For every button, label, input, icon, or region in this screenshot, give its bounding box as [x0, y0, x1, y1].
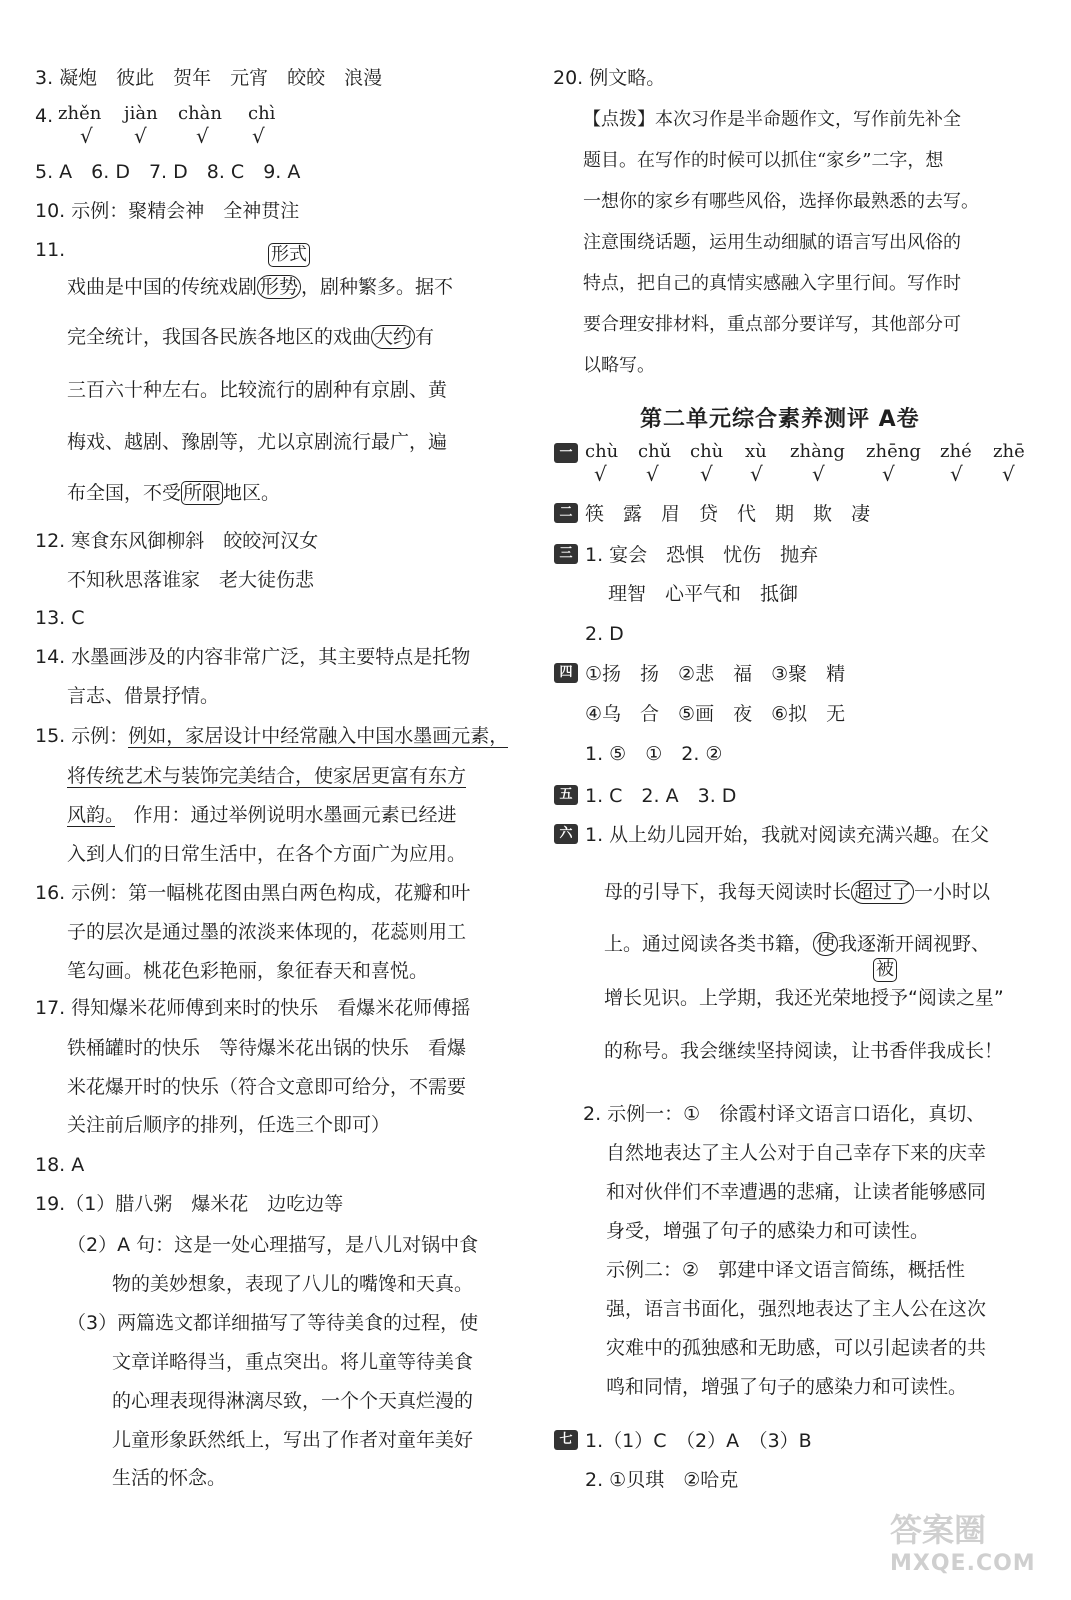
check-mark: √: [252, 124, 265, 148]
answer-16-line-2: 子的层次是通过墨的浓淡来体现的，花蕊则用工: [67, 921, 467, 943]
tip-line: 特点，把自己的真情实感融入字里行间。写作时: [583, 273, 961, 294]
check-mark: √: [950, 462, 963, 486]
section-6-1-line-5: 的称号。我会继续坚持阅读，让书香伴我成长！: [604, 1040, 1004, 1062]
answer-4-number: 4.: [35, 105, 54, 127]
answer-17-line-2: 铁桶罐时的快乐 等待爆米花出锅的快乐 看爆: [67, 1037, 467, 1059]
correction-insert: 形式: [268, 243, 310, 267]
answer-11-line: 梅戏、越剧、豫剧等，尤以京剧流行最广，遍: [67, 431, 448, 453]
answer-15-line-2: 将传统艺术与装饰完美结合，使家居更富有东方: [67, 765, 467, 787]
section-6-2-line: 2. 示例一：① 徐霞村译文语言口语化，真切、: [583, 1103, 986, 1125]
section-4-line-3: 1. ⑤ ① 2. ②: [585, 743, 723, 765]
section-6-2-line: 和对伙伴们不幸遭遇的悲痛，让读者能够感同: [606, 1181, 987, 1203]
answer-15-line-3: 风韵。 作用：通过举例说明水墨画元素已经进: [67, 804, 457, 826]
pinyin: zhēng: [866, 441, 921, 462]
section-6-icon: 六: [553, 823, 579, 845]
correction-insert: 被: [873, 958, 897, 982]
pinyin: zhé: [940, 441, 972, 462]
section-2-answer: 筷 露 眉 贷 代 期 欺 凄: [585, 503, 871, 525]
marked-word: 所限: [183, 482, 222, 504]
check-mark: √: [700, 462, 713, 486]
tip-line: 【点拨】本次习作是半命题作文，写作前先补全: [583, 109, 961, 130]
pinyin: zhē: [993, 441, 1025, 462]
answer-3: 3. 凝炮 彼此 贺年 元宵 皎皎 浪漫: [35, 67, 383, 89]
section-4-line-1: ①扬 扬 ②悲 福 ③聚 精: [585, 663, 846, 685]
answer-20: 20. 例文略。: [553, 67, 666, 89]
check-mark: √: [1002, 462, 1015, 486]
check-mark: √: [812, 462, 825, 486]
marked-word: 大约: [371, 325, 415, 349]
section-4-line-2: ④乌 合 ⑤画 夜 ⑥拟 无: [585, 703, 846, 725]
answer-4-pinyin-2: jiàn: [124, 103, 158, 124]
check-mark: √: [882, 462, 895, 486]
section-3-line-3: 2. D: [585, 623, 624, 645]
answer-4-pinyin-4: chì: [248, 103, 276, 124]
check-mark: √: [594, 462, 607, 486]
answer-4-pinyin-3: chàn: [178, 103, 222, 124]
answer-11-line: 完全统计，我国各民族各地区的戏曲 大约 有: [67, 326, 435, 348]
answer-10: 10. 示例：聚精会神 全神贯注: [35, 200, 300, 222]
check-mark: √: [646, 462, 659, 486]
tip-line: 一想你的家乡有哪些风俗，选择你最熟悉的去写。: [583, 191, 979, 212]
section-6-2-line: 示例二：② 郭建中译文语言简练，概括性: [606, 1259, 966, 1281]
answer-11-line: 戏曲是中国的传统戏剧 形势 ，剧种繁多。据不: [67, 276, 454, 298]
answer-15-line-4: 入到人们的日常生活中，在各个方面广为应用。: [67, 843, 467, 865]
answer-19-2-line-1: （2）A 句：这是一处心理描写，是八儿对锅中食: [67, 1234, 479, 1256]
check-mark: √: [134, 124, 147, 148]
pinyin: xù: [745, 441, 767, 462]
section-6-2-line: 自然地表达了主人公对于自己幸存下来的庆幸: [606, 1142, 987, 1164]
section-7-icon: 七: [553, 1429, 579, 1451]
section-6-2-line: 身受，增强了句子的感染力和可读性。: [606, 1220, 930, 1242]
section-7-line-2: 2. ①贝琪 ②哈克: [585, 1469, 739, 1491]
section-6-1-line-3: 上。通过阅读各类书籍， 使 我逐渐开阔视野、: [604, 933, 991, 955]
pinyin: chù: [585, 441, 619, 462]
answer-14-line-1: 14. 水墨画涉及的内容非常广泛，其主要特点是托物: [35, 646, 471, 668]
section-3-line-2: 理智 心平气和 抵御: [608, 583, 799, 605]
answer-19-1: 19.（1）腊八粥 爆米花 边吃边等: [35, 1193, 344, 1215]
pinyin: chǔ: [638, 441, 672, 462]
check-mark: √: [80, 124, 93, 148]
answer-16-line-3: 笔勾画。桃花色彩艳丽，象征春天和喜悦。: [67, 960, 429, 982]
answer-11-number: 11.: [35, 239, 66, 261]
section-5-icon: 五: [553, 784, 579, 806]
answer-17-line-4: 关注前后顺序的排列，任选三个即可）: [67, 1114, 391, 1136]
answer-11-line: 布全国，不受 所限 地区。: [67, 482, 281, 504]
answer-19-3-line-3: 的心理表现得淋漓尽致，一个个天真烂漫的: [112, 1390, 474, 1412]
answer-19-3-line-1: （3）两篇选文都详细描写了等待美食的过程，使: [67, 1312, 479, 1334]
answer-19-2-line-2: 物的美妙想象，表现了八儿的嘴馋和天真。: [112, 1273, 474, 1295]
section-6-1-line-2: 母的引导下，我每天阅读时长 超过了 一小时以: [604, 881, 991, 903]
check-mark: √: [196, 124, 209, 148]
answer-16-line-1: 16. 示例：第一幅桃花图由黑白两色构成，花瓣和叶: [35, 882, 471, 904]
answer-4-pinyin-1: zhěn: [58, 103, 102, 124]
answer-18: 18. A: [35, 1154, 85, 1176]
answer-5-9: 5. A 6. D 7. D 8. C 9. A: [35, 161, 301, 183]
answer-14-line-2: 言志、借景抒情。: [67, 685, 220, 707]
pinyin: chù: [690, 441, 724, 462]
tip-line: 以略写。: [583, 355, 655, 376]
check-mark: √: [750, 462, 763, 486]
tip-line: 注意围绕话题，运用生动细腻的语言写出风俗的: [583, 232, 961, 253]
tip-line: 要合理安排材料，重点部分要详写，其他部分可: [583, 314, 961, 335]
section-7-line-1: 1.（1）C （2）A （3）B: [585, 1430, 812, 1452]
tip-line: 题目。在写作的时候可以抓住“家乡”二字，想: [583, 150, 944, 171]
answer-15-line-1: 15. 示例：例如，家居设计中经常融入中国水墨画元素，: [35, 725, 509, 747]
section-6-2-line: 强，语言书面化，强烈地表达了主人公在这次: [606, 1298, 987, 1320]
answer-19-3-line-2: 文章详略得当，重点突出。将儿童等待美食: [112, 1351, 474, 1373]
section-3-icon: 三: [553, 543, 579, 565]
pinyin: zhàng: [790, 441, 845, 462]
section-6-1-line-1: 1. 从上幼儿园开始，我就对阅读充满兴趣。在父: [585, 824, 990, 846]
answer-19-3-line-4: 儿童形象跃然纸上，写出了作者对童年美好: [112, 1429, 474, 1451]
section-title: 第二单元综合素养测评 A卷: [640, 407, 920, 432]
section-5-answer: 1. C 2. A 3. D: [585, 785, 737, 807]
section-1-icon: 一: [553, 442, 579, 464]
marked-word: 形势: [257, 275, 301, 299]
answer-12-line-2: 不知秋思落谁家 老大徒伤悲: [67, 569, 315, 591]
section-6-1-line-4: 增长见识。上学期，我还光荣地授予“阅读之星”: [604, 987, 1004, 1009]
answer-17-line-1: 17. 得知爆米花师傅到来时的快乐 看爆米花师傅摇: [35, 997, 471, 1019]
answer-17-line-3: 米花爆开时的快乐（符合文意即可给分，不需要: [67, 1076, 467, 1098]
marked-word: 使: [813, 932, 838, 956]
section-6-2-line: 灾难中的孤独感和无助感，可以引起读者的共: [606, 1337, 987, 1359]
section-6-2-line: 鸣和同情，增强了句子的感染力和可读性。: [606, 1376, 968, 1398]
answer-12-line-1: 12. 寒食东风御柳斜 皎皎河汉女: [35, 530, 319, 552]
section-2-icon: 二: [553, 502, 579, 524]
section-3-line-1: 1. 宴会 恐惧 忧伤 抛弃: [585, 544, 819, 566]
marked-word: 超过了: [851, 880, 914, 904]
answer-19-3-line-5: 生活的怀念。: [112, 1467, 227, 1489]
answer-13: 13. C: [35, 607, 85, 629]
watermark-logo: 答案圈 MXQE.COM: [890, 1511, 1036, 1576]
section-4-icon: 四: [553, 662, 579, 684]
answer-11-line: 三百六十种左右。比较流行的剧种有京剧、黄: [67, 379, 448, 401]
